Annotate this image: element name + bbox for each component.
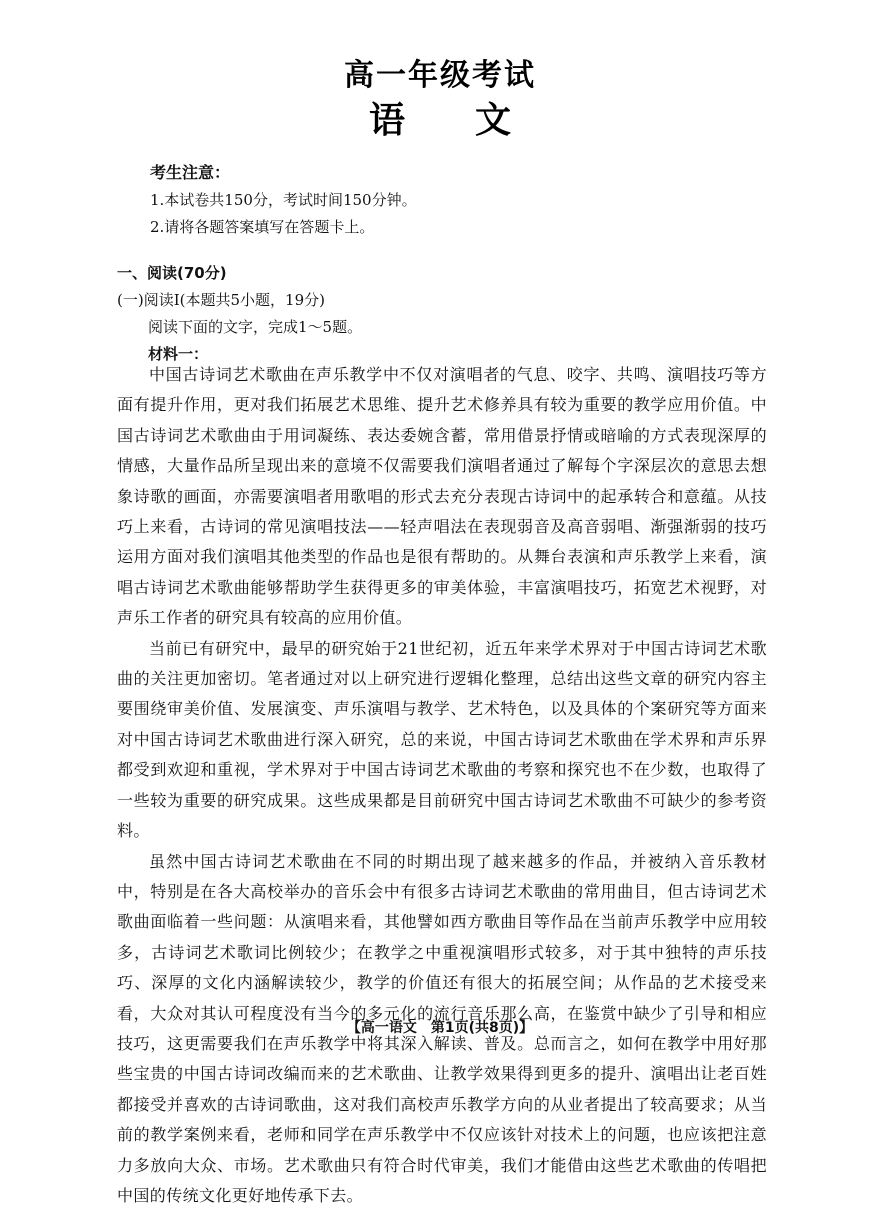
subject-title: 语文 [0,92,880,143]
reading-instruction: 阅读下面的文字，完成1～5题。 [148,316,362,337]
section-heading: 一、阅读(70分) [117,262,227,283]
notice-heading: 考生注意： [150,160,230,183]
notice-item: 2.请将各题答案填写在答题卡上。 [150,214,417,241]
notice-item: 1.本试卷共150分，考试时间150分钟。 [150,187,417,214]
page-footer: 【高一语文 第1页(共8页)】 [0,1017,880,1037]
passage-paragraph: 当前已有研究中，最早的研究始于21世纪初，近五年来学术界对于中国古诗词艺术歌曲的关注更加密切。笔者通过对以上研究进行逻辑化整理，总结出这些文章的研究内容主要围绕审美价值、发展演变、声乐演唱与教学、艺术特色，以及具体的个案研究等方面来对中国古诗词艺术歌曲进行深入研究，总的来说，中国古诗词艺术歌曲在学术界和声乐界都受到欢迎和重视，学术界对于中国古诗词艺术歌曲的考察和探究也不在少数，也取得了一些较为重要的研究成果。这些成果都是目前研究中国古诗词艺术歌曲不可缺少的参考资料。 [117,634,767,847]
exam-title: 高一年级考试 [0,50,880,94]
passage-paragraph: 虽然中国古诗词艺术歌曲在不同的时期出现了越来越多的作品，并被纳入音乐教材中，特别是在各大高校举办的音乐会中有很多古诗词艺术歌曲的常用曲目，但古诗词艺术歌曲面临着一些问题：从演唱来看，其他譬如西方歌曲目等作品在当前声乐教学中应用较多，古诗词艺术歌词比例较少；在教学之中重视演唱形式较多，对于其中独特的声乐技巧、深厚的文化内涵解读较少，教学的价值还有很大的拓展空间；从作品的艺术接受来看，大众对其认可程度没有当今的多元化的流行音乐那么高，在鉴赏中缺少了引导和相应技巧，这更需要我们在声乐教学中将其深入解读、普及。总而言之，如何在教学中用好那些宝贵的中国古诗词改编而来的艺术歌曲、让教学效果得到更多的提升、演唱出让老百姓都接受并喜欢的古诗词歌曲，这对我们高校声乐教学方向的从业者提出了较高要求；从当前的教学案例来看，老师和同学在声乐教学中不仅应该针对技术上的问题，也应该把注意力多放向大众、市场。艺术歌曲只有符合时代审美，我们才能借由这些艺术歌曲的传唱把中国的传统文化更好地传承下去。 [117,847,767,1211]
reading-passage [117,360,767,1211]
material-label: 材料一： [148,343,208,364]
notice-list [150,187,417,241]
passage-paragraph: 中国古诗词艺术歌曲在声乐教学中不仅对演唱者的气息、咬字、共鸣、演唱技巧等方面有提升作用，更对我们拓展艺术思维、提升艺术修养具有较为重要的教学应用价值。中国古诗词艺术歌曲由于用词凝练、表达委婉含蓄，常用借景抒情或暗喻的方式表现深厚的情感，大量作品所呈现出来的意境不仅需要我们演唱者通过了解每个字深层次的意思去想象诗歌的画面，亦需要演唱者用歌唱的形式去充分表现古诗词中的起承转合和意蕴。从技巧上来看，古诗词的常见演唱技法——轻声唱法在表现弱音及高音弱唱、渐强渐弱的技巧运用方面对我们演唱其他类型的作品也是很有帮助的。从舞台表演和声乐教学上来看，演唱古诗词艺术歌曲能够帮助学生获得更多的审美体验，丰富演唱技巧，拓宽艺术视野，对声乐工作者的研究具有较高的应用价值。 [117,360,767,634]
part-heading: (一)阅读Ⅰ(本题共5小题，19分) [117,289,325,310]
